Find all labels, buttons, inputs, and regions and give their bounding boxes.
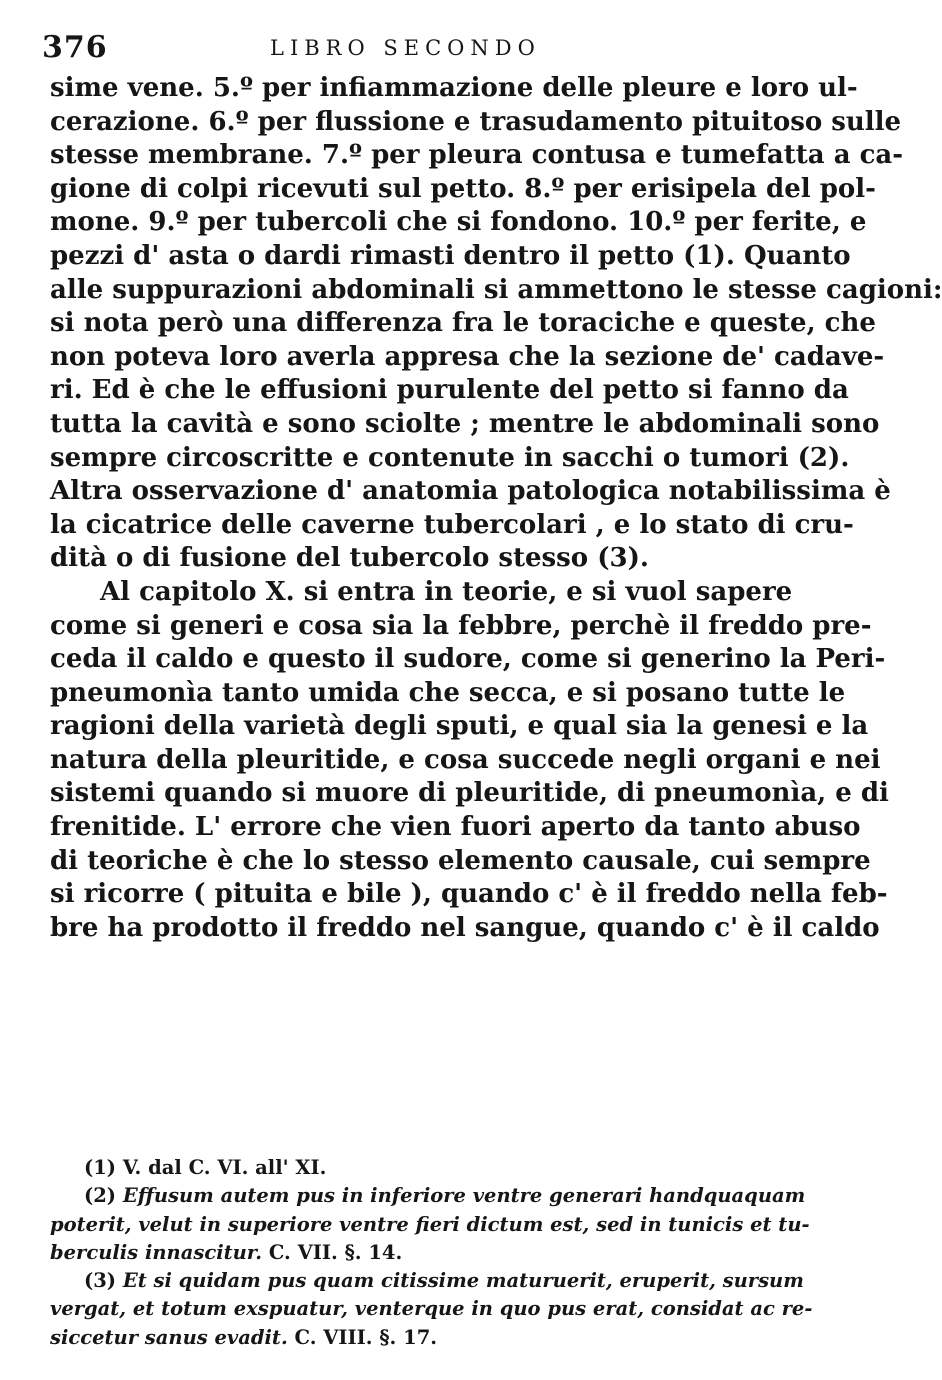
footnotes [50,1154,813,1352]
body-line: di teoriche è che lo stesso elemento causale, cui sempre [50,845,871,876]
footnote-3-line [50,1267,804,1295]
body-line: la cicatrice delle caverne tubercolari , e lo stato di cru- [50,509,854,540]
body-line: cerazione. 6.º per flussione e trasudamento pituitoso sulle [50,106,902,137]
footnote-2-line [50,1239,768,1267]
body-text [50,72,942,945]
footnote-2-reference: C. VII. §. 14. [268,1240,403,1264]
body-line: ri. Ed è che le effusioni purulente del petto si fanno da [50,375,849,406]
body-line: alle suppurazioni abdominali si ammettono le stesse cagioni: [50,274,942,305]
footnote-2-line [50,1182,806,1210]
footnote-3-line: vergat, et totum exspuatur, venterque in quo pus erat, considat ac re- [50,1297,813,1321]
footnote-2-marker: (2) [84,1184,117,1208]
body-line: natura della pleuritide, e cosa succede negli organi e nei [50,744,881,775]
page-number: 376 [42,30,108,65]
footnote-1: (1) V. dal C. VI. all' XI. [84,1156,327,1179]
body-line: sime vene. 5.º per infiammazione delle pleure e loro ul- [50,73,858,103]
footnote-2-line: poterit, velut in superiore ventre fieri dictum est, sed in tunicis et tu- [50,1212,810,1236]
body-line: come si generi e cosa sia la febbre, perchè il freddo pre- [50,610,872,641]
body-line: tutta la cavità e sono sciolte ; mentre le abdominali sono [50,408,880,439]
footnote-2-text: berculis innascitur. [50,1240,263,1264]
footnote-3-text: siccetur sanus evadit. [50,1325,288,1349]
body-line: pezzi d' asta o dardi rimasti dentro il petto (1). Quanto [50,240,851,271]
footnote-3-text: Et si quidam pus quam citissime maturuerit, eruperit, sursum [122,1269,804,1293]
body-line: mone. 9.º per tubercoli che si fondono. 10.º per ferite, e [50,207,867,238]
body-line: si nota però una differenza fra le toraciche e queste, che [50,308,876,339]
body-line: ceda il caldo e questo il sudore, come si generino la Peri- [50,644,886,675]
footnote-2-text: Effusum autem pus in inferiore ventre generari handquaquam [122,1184,806,1208]
footnote-3-line [50,1324,768,1352]
body-line-paragraph-end: dità o di fusione del tubercolo stesso (3). [50,543,649,574]
body-line: sempre circoscritte e contenute in sacchi o tumori (2). [50,442,850,473]
body-line: si ricorre ( pituita e bile ), quando c' è il freddo nella feb- [50,879,888,910]
body-line: pneumonìa tanto umida che secca, e si posano tutte le [50,677,846,708]
body-line: ragioni della varietà degli sputi, e qual sia la genesi e la [50,711,869,742]
body-line: sistemi quando si muore di pleuritide, di pneumonìa, e di [50,778,889,809]
running-head [42,30,758,70]
body-line: gione di colpi ricevuti sul petto. 8.º per erisipela del pol- [50,173,876,204]
running-title: LIBRO SECONDO [270,36,541,60]
footnote-3-reference: C. VIII. §. 17. [294,1325,438,1349]
body-line: non poteva loro averla appresa che la sezione de' cadave- [50,341,885,372]
body-line: Altra osservazione d' anatomia patologica notabilissima è [50,476,891,507]
footnote-3-marker: (3) [84,1269,117,1293]
body-line-paragraph-start: Al capitolo X. si entra in teorie, e si vuol sapere [100,576,793,607]
body-line: bre ha prodotto il freddo nel sangue, quando c' è il caldo [50,912,880,943]
body-line: frenitide. L' errore che vien fuori aperto da tanto abuso [50,812,861,843]
body-line: stesse membrane. 7.º per pleura contusa e tumefatta a ca- [50,140,904,171]
